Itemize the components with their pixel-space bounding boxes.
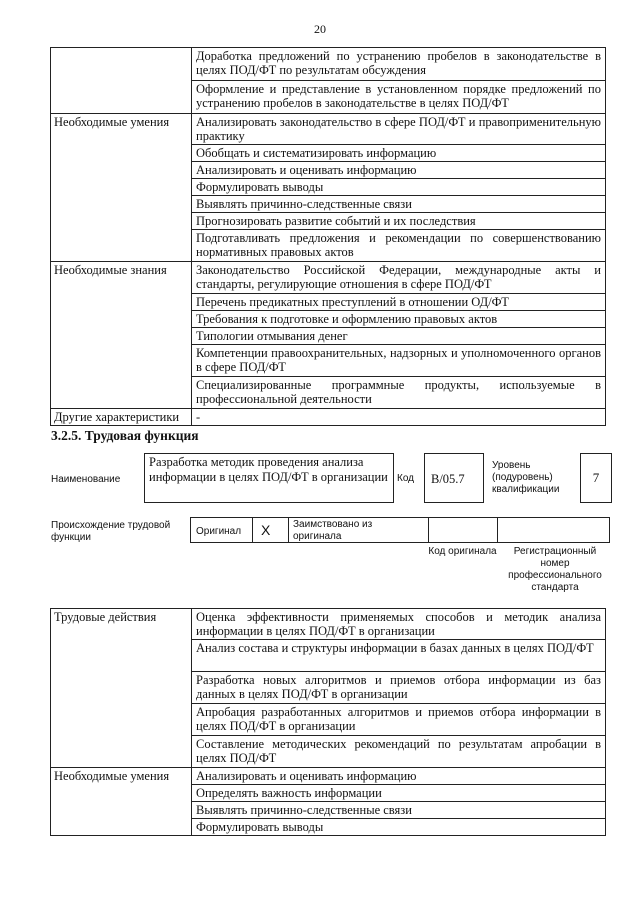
row-text: Выявлять причинно-следственные связи xyxy=(192,802,606,819)
divider xyxy=(497,517,498,543)
code-origin-caption: Код оригинала xyxy=(428,546,497,557)
requirements-table-1 xyxy=(50,47,606,426)
row-text: Обобщать и систематизировать информацию xyxy=(192,145,606,162)
row-label: Необходимые умения xyxy=(51,114,192,262)
row-text: Формулировать выводы xyxy=(192,819,606,836)
row-text: Составление методических рекомендаций по результатам апробации в целях ПОД/ФТ xyxy=(192,736,606,768)
row-text: Анализировать законодательство в сфере ПОД/ФТ и правоприменительную практику xyxy=(192,114,606,145)
level-value: 7 xyxy=(592,470,600,485)
level-label: Уровень (подуровень) квалификации xyxy=(492,460,560,495)
origin-label: Происхождение трудовой функции xyxy=(51,520,171,543)
row-label: Другие характеристики xyxy=(51,409,192,426)
original-label: Оригинал xyxy=(196,526,242,537)
borrowed-label: Заимствовано из оригинала xyxy=(293,519,373,542)
row-text: Доработка предложений по устранению пробелов в законодательстве в целях ПОД/ФТ по результатам обсуждения xyxy=(192,48,606,81)
row-text: Разработка новых алгоритмов и приемов отбора информации из баз данных в целях ПОД/ФТ в организации xyxy=(192,672,606,704)
table-row xyxy=(51,409,606,426)
table-row xyxy=(51,768,606,785)
row-text: Компетенции правоохранительных, надзорных и уполномоченного органов в сфере ПОД/ФТ xyxy=(192,345,606,377)
row-text: Требования к подготовке и оформлению правовых актов xyxy=(192,311,606,328)
row-text: Определять важность информации xyxy=(192,785,606,802)
row-text: Типологии отмывания денег xyxy=(192,328,606,345)
table-row xyxy=(51,609,606,640)
row-text: - xyxy=(192,409,606,426)
row-text: Анализировать и оценивать информацию xyxy=(192,768,606,785)
row-text: Оценка эффективности применяемых способов и методик анализа информации в целях ПОД/ФТ в организации xyxy=(192,609,606,640)
table-row xyxy=(51,114,606,145)
section-heading: 3.2.5. Трудовая функция xyxy=(51,428,199,443)
row-text: Анализировать и оценивать информацию xyxy=(192,162,606,179)
requirements-table-2 xyxy=(50,608,606,836)
row-text: Формулировать выводы xyxy=(192,179,606,196)
row-text: Выявлять причинно-следственные связи xyxy=(192,196,606,213)
table-row xyxy=(51,262,606,294)
code-value: B/05.7 xyxy=(431,472,465,486)
divider xyxy=(428,517,429,543)
reg-number-caption: Регистрационный номер профессионального стандарта xyxy=(508,546,602,593)
code-label: Код xyxy=(397,473,415,484)
original-mark: X xyxy=(261,522,271,538)
row-label: Необходимые знания xyxy=(51,262,192,409)
row-text: Апробация разработанных алгоритмов и приемов отбора информации в целях ПОД/ФТ в организации xyxy=(192,704,606,736)
function-name: Разработка методик проведения анализа информации в целях ПОД/ФТ в организации xyxy=(149,455,388,484)
row-text: Специализированные программные продукты, используемые в профессиональной деятельности xyxy=(192,377,606,409)
row-text: Законодательство Российской Федерации, международные акты и стандарты, регулирующие отношения в сфере ПОД/ФТ xyxy=(192,262,606,294)
row-label: Трудовые действия xyxy=(51,609,192,768)
table-row xyxy=(51,48,606,81)
name-label: Наименование xyxy=(51,474,121,485)
page-number: 20 xyxy=(314,22,326,36)
row-text: Прогнозировать развитие событий и их последствия xyxy=(192,213,606,230)
row-text: Оформление и представление в установленном порядке предложений по устранению пробелов в законодательстве в целях ПОД/ФТ xyxy=(192,81,606,114)
row-label xyxy=(51,48,192,114)
row-label: Необходимые умения xyxy=(51,768,192,836)
row-text: Подготавливать предложения и рекомендации по совершенствованию нормативных правовых актов xyxy=(192,230,606,262)
row-text: Анализ состава и структуры информации в базах данных в целях ПОД/ФТ xyxy=(192,640,606,672)
row-text: Перечень предикатных преступлений в отношении ОД/ФТ xyxy=(192,294,606,311)
divider xyxy=(252,517,253,543)
divider xyxy=(288,517,289,543)
